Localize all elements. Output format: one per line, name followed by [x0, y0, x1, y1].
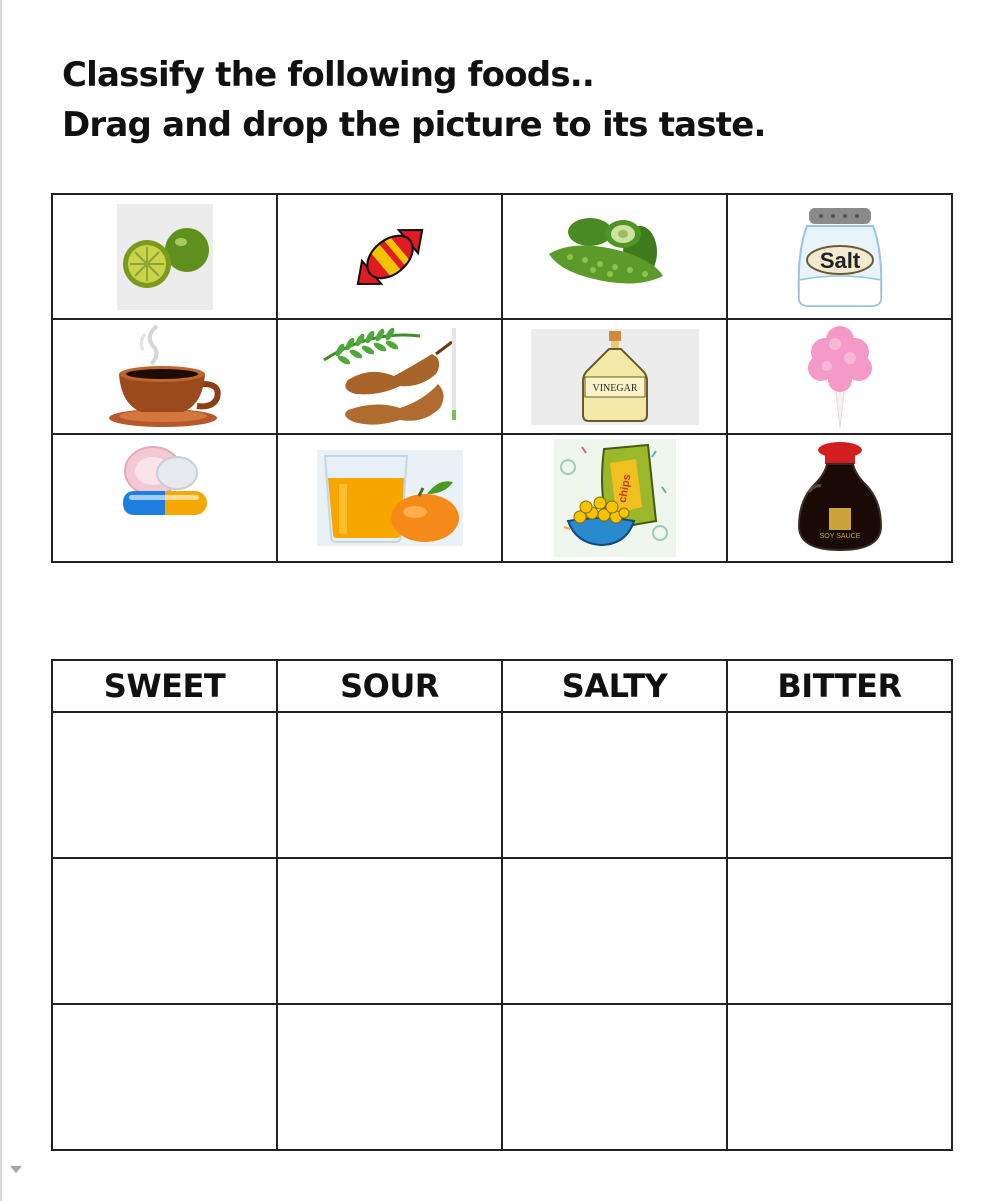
instructions: [62, 50, 766, 150]
chips-label: chips: [616, 473, 633, 504]
drop-zone-sweet[interactable]: [52, 1004, 277, 1150]
drop-zone-bitter[interactable]: [727, 712, 952, 858]
draggable-vinegar[interactable]: [503, 327, 726, 427]
food-picture-grid: [51, 193, 953, 563]
instructions-line-2: Drag and drop the picture to its taste.: [62, 105, 766, 145]
salt-label: Salt: [819, 247, 860, 273]
draggable-chips[interactable]: [503, 437, 726, 559]
drop-zone-sour[interactable]: [277, 1004, 502, 1150]
column-header-salty: SALTY: [502, 660, 727, 712]
soy-sauce-label: SOY SAUCE: [819, 533, 860, 540]
calamansi-icon: [115, 202, 215, 312]
drop-zone-sour[interactable]: [277, 712, 502, 858]
food-cell: [277, 319, 502, 434]
column-header-bitter: BITTER: [727, 660, 952, 712]
food-cell: [727, 319, 952, 434]
drop-zone-sour[interactable]: [277, 858, 502, 1004]
drop-zone-bitter[interactable]: [727, 858, 952, 1004]
mango-juice-icon: [315, 448, 465, 548]
food-cell: [52, 319, 277, 434]
food-cell: [52, 194, 277, 319]
cotton-candy-icon: [795, 322, 885, 432]
food-cell: [727, 194, 952, 319]
salt-shaker-icon: [785, 202, 895, 312]
page-left-edge: [0, 0, 2, 1201]
food-cell: [277, 194, 502, 319]
draggable-mango-juice[interactable]: [278, 448, 501, 548]
taste-sorting-table: [51, 659, 953, 1151]
food-cell: [277, 434, 502, 562]
food-cell: [727, 434, 952, 562]
drop-zone-salty[interactable]: [502, 712, 727, 858]
draggable-medicine[interactable]: [53, 443, 276, 553]
drop-zone-salty[interactable]: [502, 858, 727, 1004]
column-header-sour: SOUR: [277, 660, 502, 712]
food-cell: [502, 319, 727, 434]
draggable-calamansi[interactable]: [53, 202, 276, 312]
drop-row: [52, 1004, 952, 1150]
draggable-soy-sauce[interactable]: [728, 440, 951, 556]
drop-zone-sweet[interactable]: [52, 712, 277, 858]
vinegar-label: VINEGAR: [592, 382, 637, 394]
drop-zone-sweet[interactable]: [52, 858, 277, 1004]
drop-zone-bitter[interactable]: [727, 1004, 952, 1150]
tamarind-icon: [320, 324, 460, 430]
draggable-coffee[interactable]: [53, 322, 276, 432]
collapse-arrow-icon: [10, 1166, 22, 1173]
candy-icon: [340, 202, 440, 312]
drop-row: [52, 712, 952, 858]
bitter-gourd-icon: [545, 212, 685, 302]
draggable-ampalaya[interactable]: [503, 212, 726, 302]
instructions-line-1: Classify the following foods..: [62, 55, 595, 95]
soy-sauce-icon: [795, 440, 885, 556]
drop-zone-salty[interactable]: [502, 1004, 727, 1150]
food-cell: [502, 434, 727, 562]
draggable-candy[interactable]: [278, 202, 501, 312]
food-cell: [52, 434, 277, 562]
draggable-cotton-candy[interactable]: [728, 322, 951, 432]
vinegar-bottle-icon: [529, 327, 701, 427]
column-header-sweet: SWEET: [52, 660, 277, 712]
food-cell: [502, 194, 727, 319]
draggable-tamarind[interactable]: [278, 324, 501, 430]
drop-row: [52, 858, 952, 1004]
draggable-salt[interactable]: [728, 202, 951, 312]
pill-icon: [115, 443, 215, 553]
chips-icon: [552, 437, 678, 559]
coffee-cup-icon: [105, 322, 225, 432]
